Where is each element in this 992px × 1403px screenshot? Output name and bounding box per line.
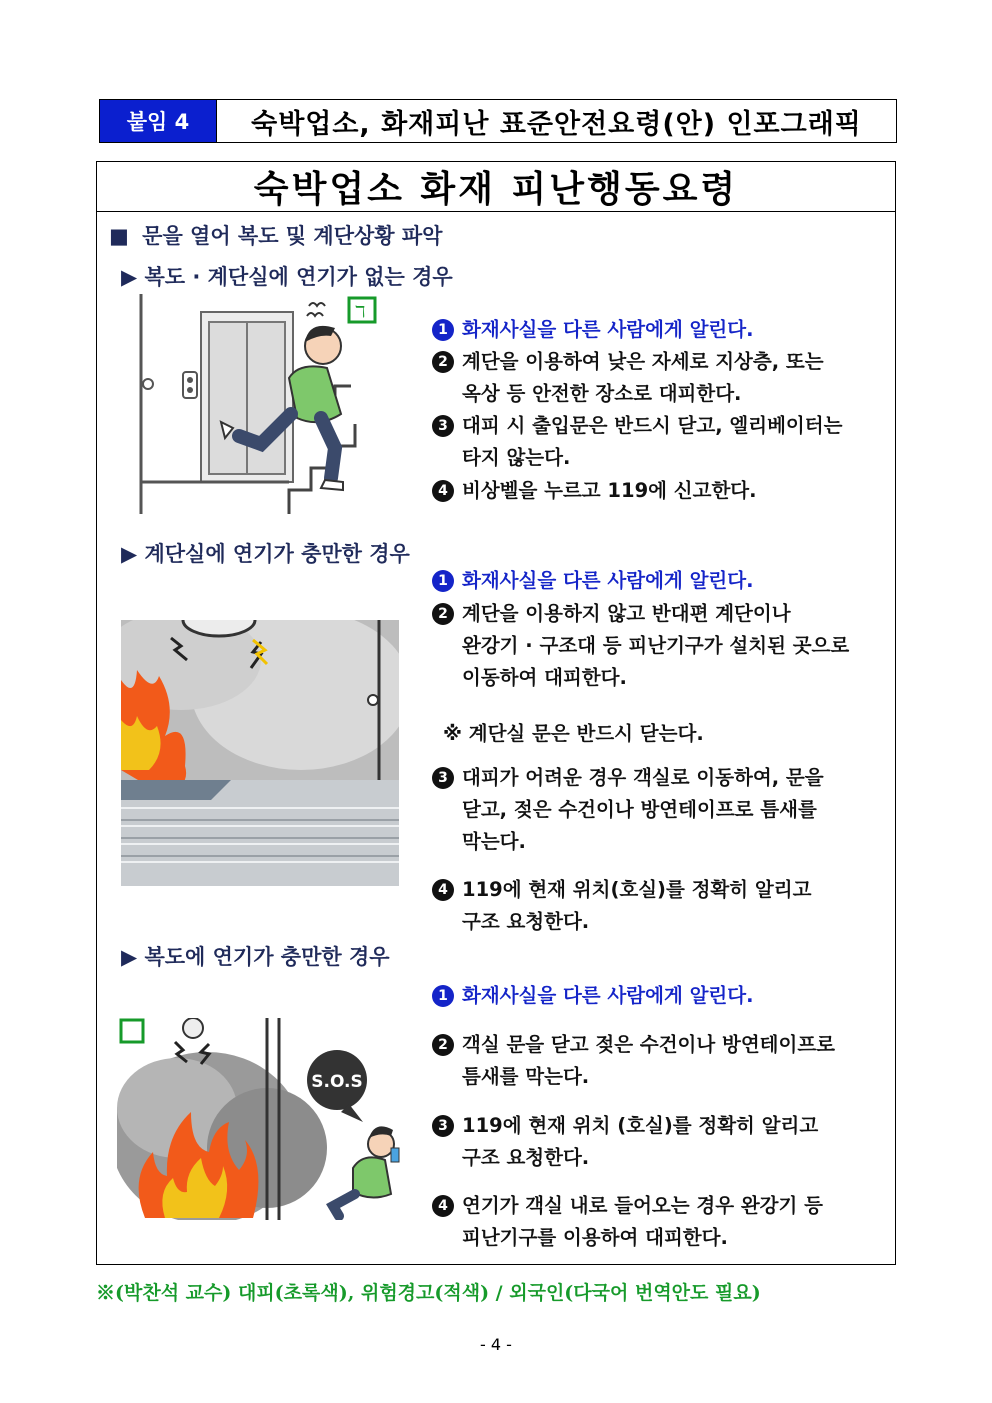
case1-item-2: 2 계단을 이용하여 낮은 자세로 지상층, 또는 옥상 등 안전한 장소로 대피한다. <box>432 346 824 410</box>
footer-note: ※(박찬석 교수) 대피(초록색), 위험경고(적색) / 외국인(다국어 번역안도 필요) <box>96 1282 761 1304</box>
case2-item-4: 4 119에 현재 위치(호실)를 정확히 알리고 구조 요청한다. <box>432 874 811 938</box>
number-2-icon: 2 <box>432 351 454 373</box>
smoke-corridor-illustration <box>117 1018 407 1220</box>
case2-heading: ▶ 계단실에 연기가 충만한 경우 <box>121 542 410 566</box>
smoke-stairwell-illustration <box>121 620 399 886</box>
case1-heading: ▶ 복도 · 계단실에 연기가 없는 경우 <box>121 265 453 289</box>
number-1-icon: 1 <box>432 570 454 592</box>
case1-item-1: 1 화재사실을 다른 사람에게 알린다. <box>432 314 754 346</box>
attachment-title: 숙박업소, 화재피난 표준안전요령(안) 인포그래픽 <box>251 108 862 140</box>
case3-item-3: 3 119에 현재 위치 (호실)를 정확히 알리고 구조 요청한다. <box>432 1110 818 1174</box>
case1-item-4: 4 비상벨을 누르고 119에 신고한다. <box>432 475 757 507</box>
number-3-icon: 3 <box>432 415 454 437</box>
case2-note: ※ 계단실 문은 반드시 닫는다. <box>443 722 704 745</box>
case3-item-2: 2 객실 문을 닫고 젖은 수건이나 방연테이프로 틈새를 막는다. <box>432 1029 835 1093</box>
case2-item-3: 3 대피가 어려운 경우 객실로 이동하여, 문을 닫고, 젖은 수건이나 방연테이프로 틈새를 막는다. <box>432 762 824 858</box>
case3-item-4: 4 연기가 객실 내로 들어오는 경우 완강기 등 피난기구를 이용하여 대피한다. <box>432 1190 823 1254</box>
attachment-badge: 붙임 4 <box>100 100 217 142</box>
main-title: 숙박업소 화재 피난행동요령 <box>97 162 895 212</box>
case1-item-3: 3 대피 시 출입문은 반드시 닫고, 엘리베이터는 타지 않는다. <box>432 410 842 474</box>
page-number: - 4 - <box>480 1335 512 1354</box>
number-2-icon: 2 <box>432 603 454 625</box>
elevator-escape-illustration <box>139 294 379 516</box>
number-4-icon: 4 <box>432 1195 454 1217</box>
number-3-icon: 3 <box>432 767 454 789</box>
number-4-icon: 4 <box>432 480 454 502</box>
number-4-icon: 4 <box>432 879 454 901</box>
number-1-icon: 1 <box>432 985 454 1007</box>
case2-item-2: 2 계단을 이용하지 않고 반대편 계단이나 완강기 · 구조대 등 피난기구가 설치된 곳으로 이동하여 대피한다. <box>432 598 849 694</box>
attachment-header <box>99 99 897 143</box>
case3-heading: ▶ 복도에 연기가 충만한 경우 <box>121 945 390 969</box>
svg-text:S.O.S: S.O.S <box>311 1072 363 1092</box>
case2-item-1: 1 화재사실을 다른 사람에게 알린다. <box>432 565 754 597</box>
section-marker: ■ <box>109 224 129 248</box>
svg-text:ℸ: ℸ <box>355 302 366 321</box>
number-3-icon: 3 <box>432 1115 454 1137</box>
number-1-icon: 1 <box>432 319 454 341</box>
infographic-frame <box>96 161 896 1265</box>
section-label: 문을 열어 복도 및 계단상황 파악 <box>142 224 443 248</box>
sos-bubble-icon <box>307 1050 367 1122</box>
number-2-icon: 2 <box>432 1034 454 1056</box>
case3-item-1: 1 화재사실을 다른 사람에게 알린다. <box>432 980 754 1012</box>
section-heading <box>109 220 442 250</box>
